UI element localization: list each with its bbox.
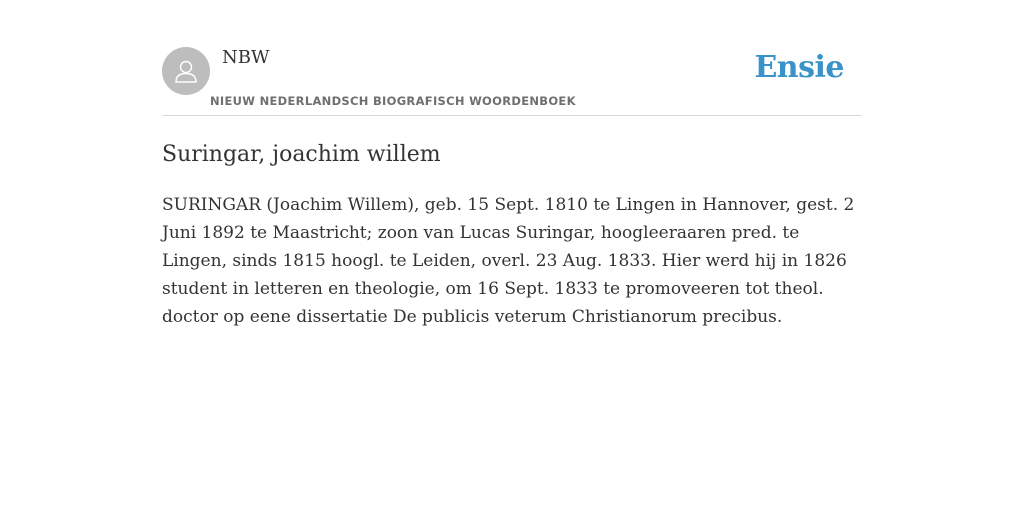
source-full-name: NIEUW NEDERLANDSCH BIOGRAFISCH WOORDENBOEK <box>210 94 576 108</box>
brand-logo[interactable]: Ensie <box>754 50 844 85</box>
entry-card <box>162 40 862 331</box>
avatar[interactable] <box>162 47 210 95</box>
source-abbreviation[interactable]: NBW <box>222 47 270 68</box>
entry-body: SURINGAR (Joachim Willem), geb. 15 Sept. 1810 te Lingen in Hannover, gest. 2 Juni 1892 te Maastricht; zoon van Lucas Suringar, hoogleeraaren pred. te Lingen, sinds 1815 hoogl. te Leiden, overl. 23 Aug. 1833. Hier werd hij in 1826 student in letteren en theologie, om 16 Sept. 1833 te promoveeren tot theol. doctor op eene dissertatie De publicis veterum Christianorum precibus. <box>162 195 855 327</box>
entry-header <box>162 40 862 116</box>
entry-title: Suringar, joachim willem <box>162 142 441 167</box>
person-icon <box>171 56 201 86</box>
